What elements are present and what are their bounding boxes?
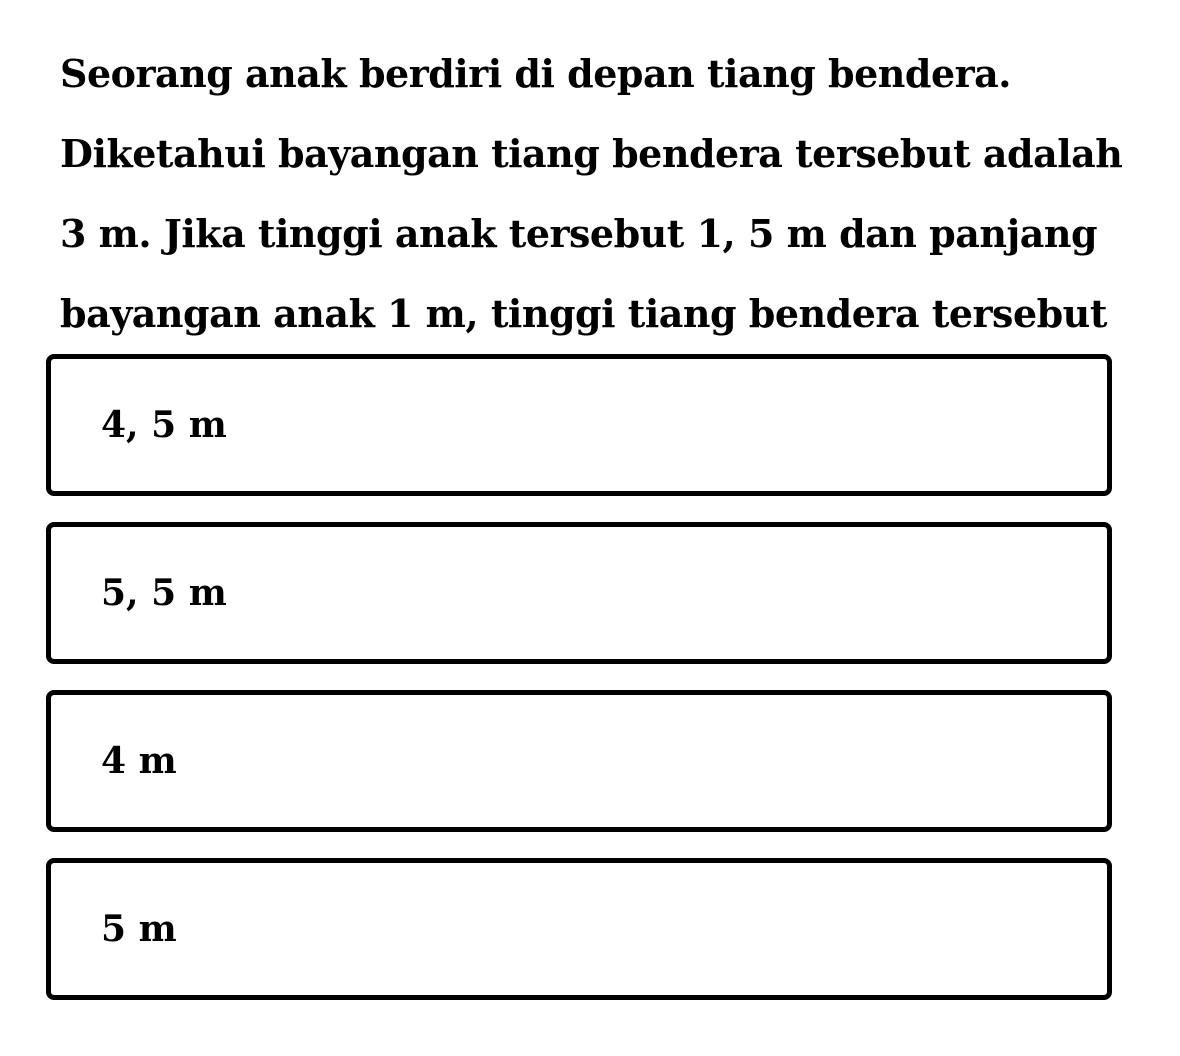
answer-option-label: 4, 5 m [101,404,227,446]
answer-option-label: 4 m [101,740,177,782]
answer-option-c[interactable] [46,690,1112,832]
question-text: Seorang anak berdiri di depan tiang bendera. Diketahui bayangan tiang bendera tersebut adalah 3 m. Jika tinggi anak tersebut 1, 5 m dan panjang bayangan anak 1 m, tinggi tiang bendera tersebut [60,51,1123,336]
answer-option-label: 5, 5 m [101,572,227,614]
answer-option-label: 5 m [101,908,177,950]
answer-option-b[interactable] [46,522,1112,664]
answer-option-a[interactable] [46,354,1112,496]
answer-option-d[interactable] [46,858,1112,1000]
answer-options [46,354,1112,1000]
